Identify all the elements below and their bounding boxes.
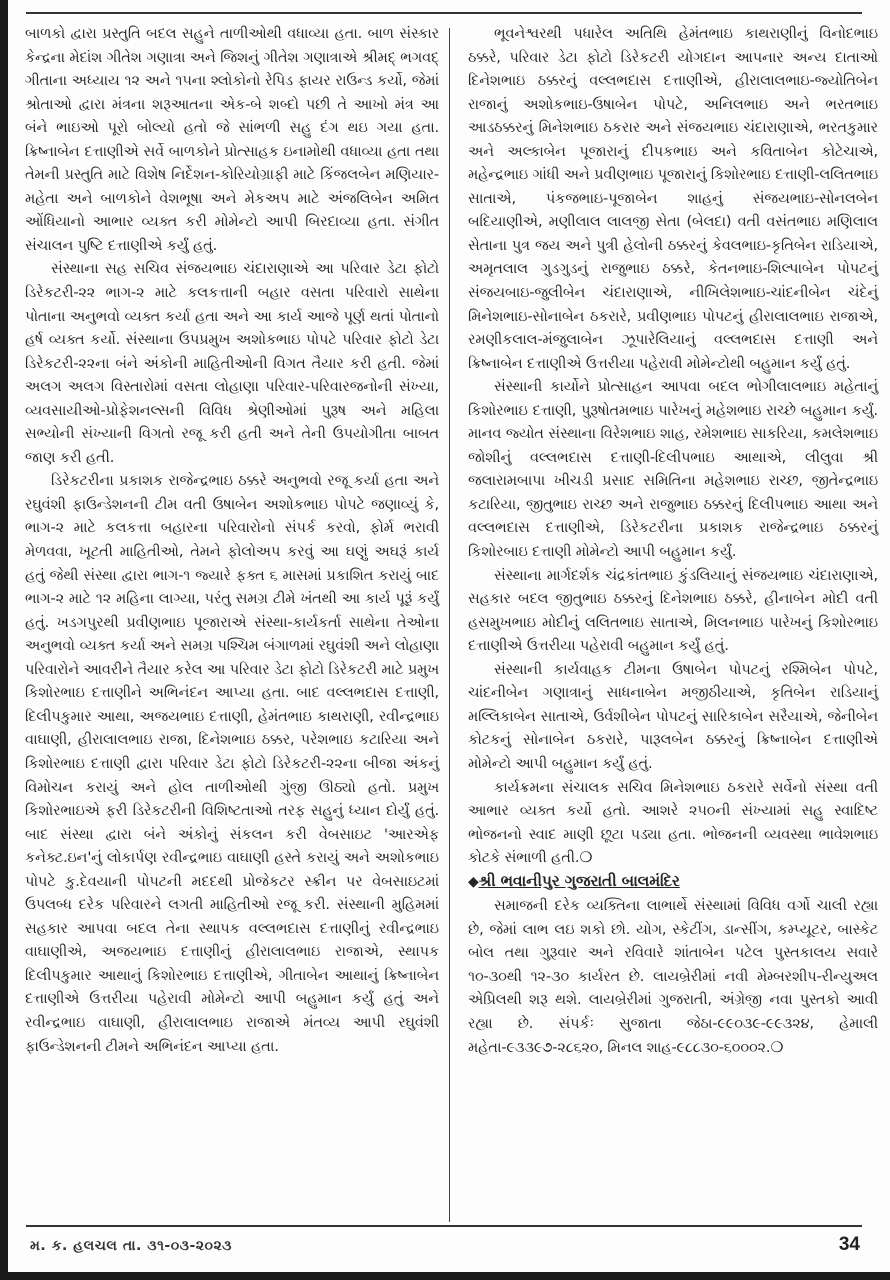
newspaper-page [8,0,890,1272]
article-paragraph: સંસ્થાની કાર્યવાહક ટીમના ઉષાબેન પોપટનું રશ્મિબેન પોપટે, ચાંદનીબેન ગણાત્રાનું સાધનાબેન મજીઠીયાએ, કૃતિબેન રાડિયાનું મલ્લિકાબેન સાતાએ, ઉર્વશીબેન પોપટનું સારિકાબેન સરૈયાએ, જેનીબેન કોટકનું સોનાબેન ઠકરારે, પારૂલબેન ઠક્કરનું ક્રિષ્નાબેન દત્તાણીએ મોમેન્ટો આપી બહુમાન કર્યું હતું. [468,660,878,772]
article-paragraph: કાર્યક્રમના સંચાલક સચિવ મિનેશભાઇ ઠકરારે સર્વેનો સંસ્થા વતી આભાર વ્યક્ત કર્યો હતો. આશરે ૨૫૦ની સંખ્યામાં સહુ સ્વાદિષ્ટ ભોજનનો સ્વાદ માણી છૂટા પડ્યા હતા. ભોજનની વ્યવસ્થા ભાવેશભાઇ કોટકે સંભાળી હતી.❍ [468,778,878,867]
article-paragraph: સમાજની દરેક વ્યક્તિના લાભાર્થે સંસ્થામાં વિવિધ વર્ગો ચાલી રહ્યા છે, જેમાં લાભ લઇ શકો છો. યોગ, સ્કેટીંગ, ડાન્સીંગ, કમ્પ્યૂટર, બાસ્કેટ બોલ તથા ગુરૂવાર અને રવિવારે શાંતાબેન પટેલ પુસ્તકાલય સવારે ૧૦-૩૦થી ૧૨-૩૦ કાર્યરત છે. લાયબ્રેરીમાં નવી મેમ્બરશીપ-રીન્યુઅલ એપ્રિલથી શરૂ થશે. લાયબ્રેરીમાં ગુજરાતી, અંગ્રેજી નવા પુસ્તકો આવી રહ્યા છે. સંપર્કઃ સુજાતા જેઠા-૯૯૦૩૯-૯૯૩૨૪, હેમાલી મહેતા-૯૩૩૯૭-૨૮૬૨૦, મિનલ શાહ-૯૮૮૩૦-૬૦૦૦૨.❍ [468,897,878,1056]
article-paragraph: સંસ્થાના સહ સચિવ સંજયભાઇ ચંદારાણાએ આ પરિવાર ડેટા ફોટો ડિરેકટરી-૨૨ ભાગ-૨ માટે કલકત્તાની બહાર વસતા પરિવારો સાથેના પોતાના અનુભવો વ્યક્ત કર્યા હતા અને આ કાર્ય આજે પૂર્ણ થતાં પોતાનો હર્ષ વ્યક્ત કર્યો. સંસ્થાના ઉપપ્રમુખ અશોકભાઇ પોપટે પરિવાર ફોટો ડેટા ડિરેકટરી-૨૨ના બંને અંકોની માહિતીઓની વિગત તૈયાર કરી હતી. જેમાં અલગ અલગ વિસ્તારોમાં વસતા લોહાણા પરિવાર-પરિવારજનોની સંખ્યા, વ્યવસાયીઓ-પ્રોફેશનલ્સની વિવિધ શ્રેણીઓમાં પુરૂષ અને મહિલા સભ્યોની સંખ્યાની વિગતો રજૂ કરી હતી અને તેની ઉપયોગીતા બાબત જાણ કરી હતી. [25,260,439,466]
article-paragraph: સંસ્થાની કાર્યોને પ્રોત્સાહન આપવા બદલ ભોગીલાલભાઇ મહેતાનું કિશોરભાઇ દત્તાણી, પુરૂષોતમભાઇ પારેખનું મહેશભાઇ રાચ્છે બહુમાન કર્યું. માનવ જ્યોત સંસ્થાના વિરેશભાઇ શાહ, રમેશભાઇ સાકરિયા, કમલેશભાઇ જોશીનું વલ્લભદાસ દત્તાણી-દિલીપભાઇ આથાએ, લીલુવા શ્રી જલારામબાપા ખીચડી પ્રસાદ સમિતિના મહેશભાઇ રાચ્છ, જીતેન્દ્રભાઇ કટારિયા, જીતુભાઇ રાચ્છ અને રાજુભાઇ ઠક્કરનું દિલીપભાઇ આથા અને વલ્લભદાસ દત્તાણીએ, ડિરેકટરીના પ્રકાશક રાજેન્દ્રભાઇ ઠક્કરનું કિશોરબાઇ દત્તાણી મોમેન્ટો આપી બહુમાન કર્યું. [468,378,878,561]
column-divider [449,28,450,1222]
page-number: 34 [838,1234,860,1255]
section-heading: શ્રી ભવાનીપુર ગુજરાતી બાલમંદિર [478,871,680,890]
right-column [468,22,878,1059]
article-paragraph: ભૂવનેશ્વરથી પધારેલ અતિથિ હેમંતભાઇ કાથરાણીનું વિનોદભાઇ ઠક્કરે, પરિવાર ડેટા ફોટો ડિરેકટરી યોગદાન આપનાર અન્ય દાતાઓ દિનેશભાઇ ઠક્કરનું વલ્લભદાસ દત્તાણીએ, હીરાલાલભાઇ-જ્યોતિબેન રાજાનું અશોકભાઇ-ઉષાબેન પોપટે, અનિલભાઇ અને ભરતભાઇ આડઠક્કરનું મિનેશભાઇ ઠકરાર અને સંજયભાઇ ચંદારાણાએ, ભરતકુમાર અને અલ્કાબેન પૂજારાનું દીપકભાઇ અને કવિતાબેન કોટેચાએ, મહેન્દ્રભાઇ ગાંધી અને પ્રવીણભાઇ પૂજારાનું કિશોરભાઇ દત્તાણી-લલિતભાઇ સાતાએ, પંકજભાઇ-પૂજાબેન શાહનું સંજયભાઇ-સોનલબેન બદિયાણીએ, મણીલાલ લાલજી સેતા (બેલદા) વતી વસંતભાઇ મણિલાલ સેતાના પુત્ર જય અને પુત્રી હેલોની ઠક્કરનું કેવલભાઇ-કૃતિબેન રાડિયાએ, અમૃતલાલ ગુડગુડનું રાજુભાઇ ઠક્કરે, કેતનભાઇ-શિલ્પાબેન પોપટનું સંજયબાઇ-જુલીબેન ચંદારાણાએ, નીખિલેશભાઇ-ચાંદનીબેન ચંદેનું મિનેશભાઇ-સોનાબેન ઠકરારે, પ્રવીણભાઇ પોપટનું હીરાલાલભાઇ રાજાએ, રમણીકલાલ-મંજુલાબેન ઝૂપારેલિયાનું વલ્લભદાસ દત્તાણી અને ક્રિષ્નાબેન દત્તાણીએ ઉત્તરીયા પહેરાવી મોમેન્ટોથી બહુમાન કર્યું હતું. [468,25,878,372]
article-paragraph: ડિરેકટરીના પ્રકાશક રાજેન્દ્રભાઇ ઠક્કરે અનુભવો રજૂ કર્યા હતા અને રઘુવંશી ફાઉન્ડેશનની ટીમ વતી ઉષાબેન અશોકભાઇ પોપટે જણાવ્યું કે, ભાગ-૨ માટે કલકત્તા બહારના પરિવારોનો સંપર્ક કરવો, ફોર્મ ભરાવી મેળવવા, ખૂટતી માહિતીઓ, તેમને ફોલોઅપ કરવું આ ઘણું અઘરૂં કાર્ય હતું જેથી સંસ્થા દ્વારા ભાગ-૧ જ્યારે ફક્ત ૬ માસમાં પ્રકાશિત કરાયું બાદ ભાગ-૨ માટે ૧૨ મહિના લાગ્યા, પરંતુ સમગ્ર ટીમે ખંતથી આ કાર્ય પૂરૂં કર્યું હતું. ખડગપુરથી પ્રવીણભાઇ પૂજારાએ સંસ્થા-કાર્યકર્તા સાથેના તેઓના અનુભવો વ્યક્ત કર્યા અને સમગ્ર પશ્ચિમ બંગાળમાં રઘુવંશી અને લોહાણા પરિવારોને આવરીને તૈયાર કરેલ આ પરિવાર ડેટા ફોટો ડિરેકટરી માટે પ્રમુખ કિશોરભાઇ દત્તાણીને અભિનંદન આપ્યા હતા. બાદ વલ્લભદાસ દત્તાણી, દિલીપકુમાર આથા, અજયભાઇ દત્તાણી, હેમંતભાઇ કાથરાણી, રવીન્દ્રભાઇ વાઘાણી, હીરાલાલભાઇ રાજા, દિનેશભાઇ ઠક્કર, પરેશભાઇ કટારિયા અને કિશોરભાઇ દત્તાણી દ્વારા પરિવાર ડેટા ફોટો ડિરેકટરી-૨૨ના બીજા અંકનું વિમોચન કરાયું અને હોલ તાળીઓથી ગુંજી ઊઠ્યો હતો. પ્રમુખ કિશોરભાઇએ ફરી ડિરેકટરીની વિશિષ્ટતાઓ તરફ સહુનું ધ્યાન દોર્યું હતું. બાદ સંસ્થા દ્વારા બંને અંકોનું સંકલન કરી વેબસાઇટ 'આરએફ કનેક્ટ.ઇન'નું લોકાર્પણ રવીન્દ્રભાઇ વાઘાણી હસ્તે કરાયું અને અશોકભાઇ પોપટે કુ.દેવયાની પોપટની મદદથી પ્રોજેકટર સ્ક્રીન પર વેબસાઇટમાં ઉપલબ્ધ દરેક પરિવારને લગતી માહિતીઓ રજૂ કરી. સંસ્થાની મુહિમમાં સહકાર આપવા બદલ તેના સ્થાપક વલ્લભદાસ દત્તાણીનું રવીન્દ્રભાઇ વાઘાણીએ, અજયભાઇ દત્તાણીનું હીરાલાલભાઇ રાજાએ, સ્થાપક દિલીપકુમાર આથાનું કિશોરભાઇ દત્તાણીએ, ગીતાબેન આથાનું ક્રિષ્નાબેન દત્તાણીએ ઉત્તરીયા પહેરાવી મોમેન્ટો આપી બહુમાન કર્યું હતું અને રવીન્દ્રભાઇ વાઘાણી, હીરાલાલભાઇ રાજાએ મંતવ્ય આપી રઘુવંશી ફાઉન્ડેશનની ટીમને અભિનંદન આપ્યા હતા. [25,472,439,1055]
bottom-rule [26,1225,862,1227]
section-heading-row [468,870,878,895]
top-rule [26,12,862,14]
left-column [25,22,439,1058]
article-paragraph: બાળકો દ્વારા પ્રસ્તુતિ બદલ સહુને તાળીઓથી વધાવ્યા હતા. બાળ સંસ્કાર કેન્દ્રના મેદાંશ ગીતેશ ગણાત્રા અને જિશનું ગીતેશ ગણાત્રાએ શ્રીમદ્ ભગવદ્ ગીતાના અધ્યાય ૧૨ અને ૧૫ના શ્લોકોનો રેપિડ ફાયર રાઉન્ડ કર્યો, જેમાં શ્રોતાઓ દ્વારા મંત્રના શરૂઆતના એક-બે શબ્દો પછી તે આખો મંત્ર આ બંને ભાઇઓ પૂરો બોલ્યો હતો જે સાંભળી સહુ દંગ થઇ ગયા હતા. ક્રિષ્નાબેન દત્તાણીએ સર્વે બાળકોને પ્રોત્સાહક ઇનામોથી વધાવ્યા હતા તથા તેમની પ્રસ્તુતિ માટે વિશેષ નિર્દેશન-કોરિયોગ્રાફી માટે કિંજલબેન મણિયાર-મહેતા અને બાળકોને વેશભૂષા અને મેકઅપ માટે અંજલિબેન અમિત ઓંધિયાનો આભાર વ્યક્ત કરી મોમેન્ટો આપી બિરદાવ્યા હતા. સંગીત સંચાલન પુષ્ટિ દત્તાણીએ કર્યું હતું. [25,25,439,254]
article-paragraph: સંસ્થાના માર્ગદર્શક ચંદ્રકાંતભાઇ કુંડલિયાનું સંજયભાઇ ચંદારાણાએ, સહકાર બદલ જીતુભાઇ ઠક્કરનું દિનેશભાઇ ઠક્કરે, હીનાબેન મોદી વતી હસમુખભાઇ મોદીનું લલિતભાઇ સાતાએ, મિલનભાઇ પારેખનું કિશોરભાઇ દત્તાણીએ ઉત્તરીયા પહેરાવી બહુમાન કર્યું હતું. [468,566,878,655]
publication-date: મ. ક. હલચલ તા. ૩૧-૦૩-૨૦૨૩ [30,1238,232,1254]
diamond-bullet-icon: ◆ [468,873,479,890]
